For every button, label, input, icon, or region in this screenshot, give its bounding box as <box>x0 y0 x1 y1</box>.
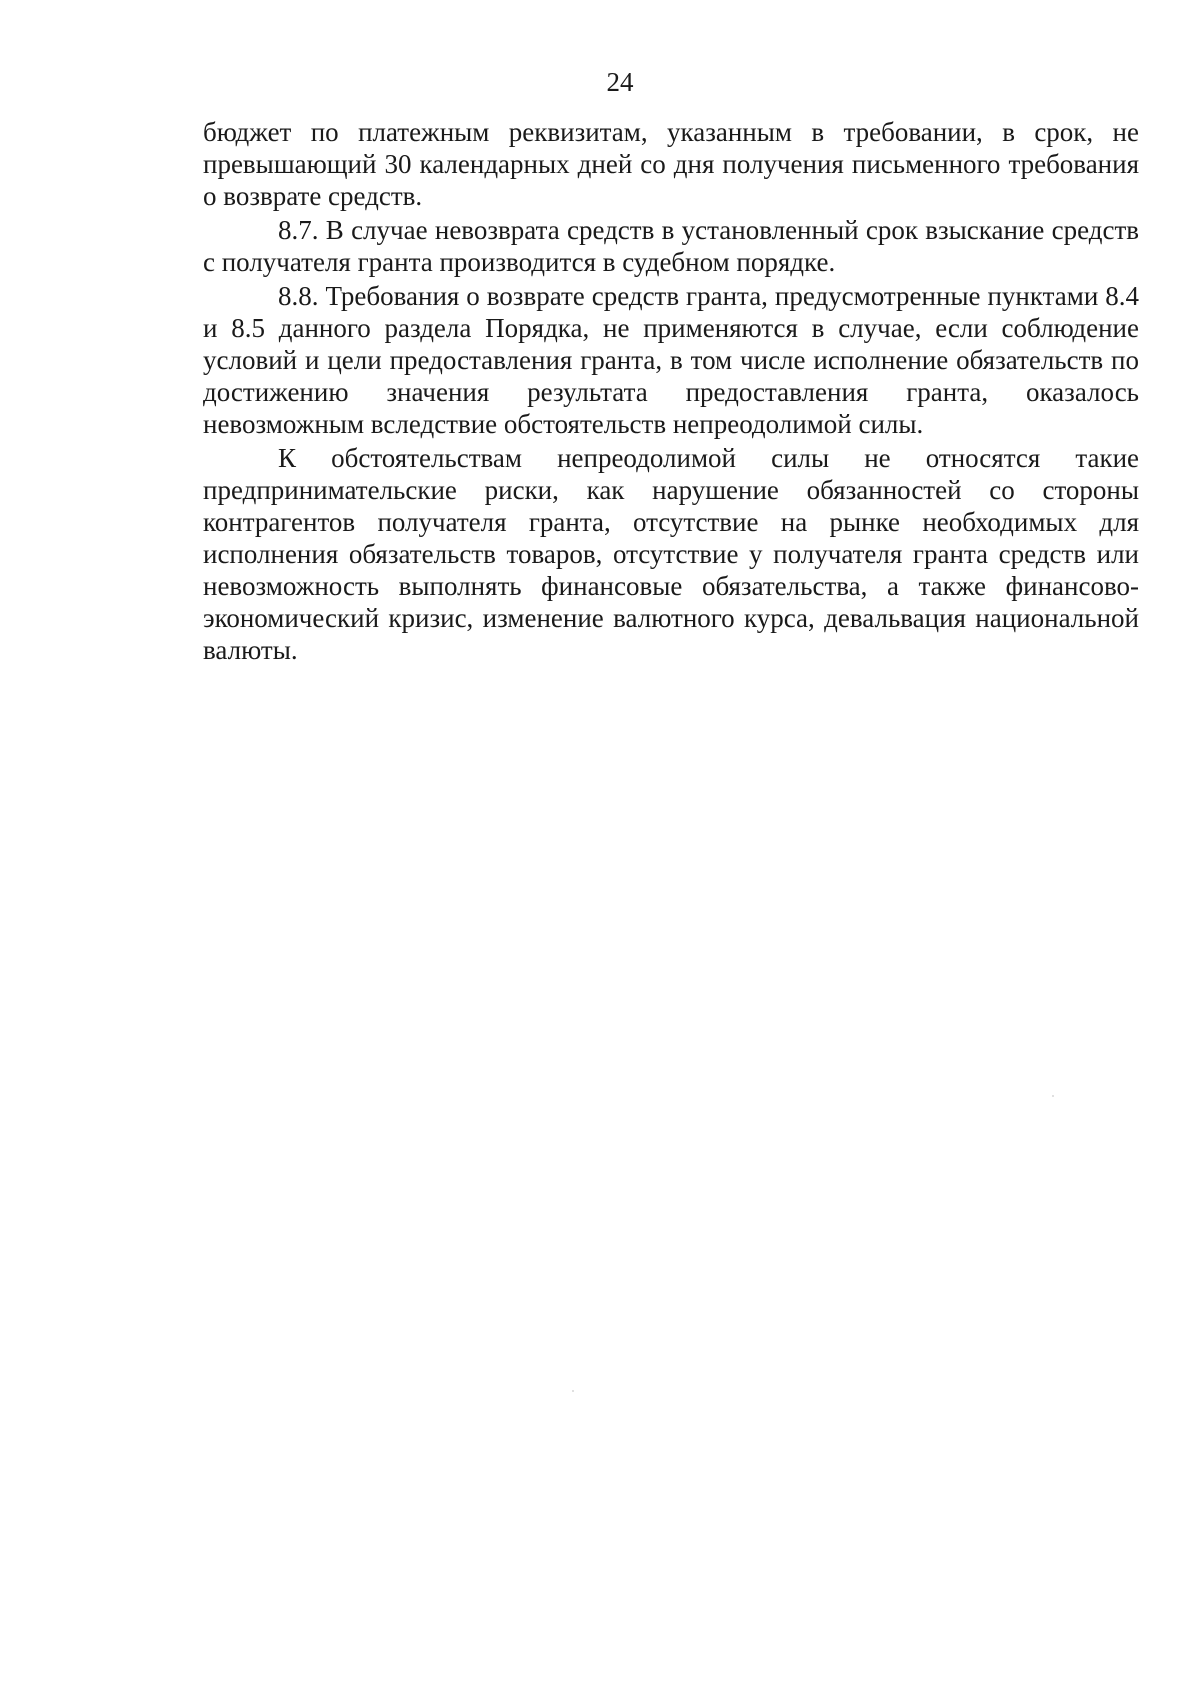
paragraph-item-8-8: 8.8. Требования о возврате средств гранта, предусмотренные пунктами 8.4 и 8.5 данного раздела Порядка, не применяются в случае, если соблюдение условий и цели предоставления гранта, в том числе исполнение обязательств по достижению значения результата предоставления гранта, оказалось невозможным вследствие обстоятельств непреодолимой силы. <box>203 281 1139 439</box>
scan-speck <box>1052 1095 1054 1097</box>
paragraph-continuation: бюджет по платежным реквизитам, указанным в требовании, в срок, не превышающий 30 календарных дней со дня получения письменного требования о возврате средств. <box>203 117 1139 211</box>
paragraph-force-majeure: К обстоятельствам непреодолимой силы не относятся такие предпринимательские риски, как нарушение обязанностей со стороны контрагентов получателя гранта, отсутствие на рынке необходимых для исполнения обязательств товаров, отсутствие у получателя гранта средств или невозможность выполнять финансовые обязательства, а также финансово-экономический кризис, изменение валютного курса, девальвация национальной валюты. <box>203 443 1139 665</box>
scan-speck <box>572 1390 574 1392</box>
page-number: 24 <box>606 67 634 97</box>
document-body <box>203 116 1139 668</box>
paragraph-item-8-7: 8.7. В случае невозврата средств в установленный срок взыскание средств с получателя гранта производится в судебном порядке. <box>203 215 1139 277</box>
